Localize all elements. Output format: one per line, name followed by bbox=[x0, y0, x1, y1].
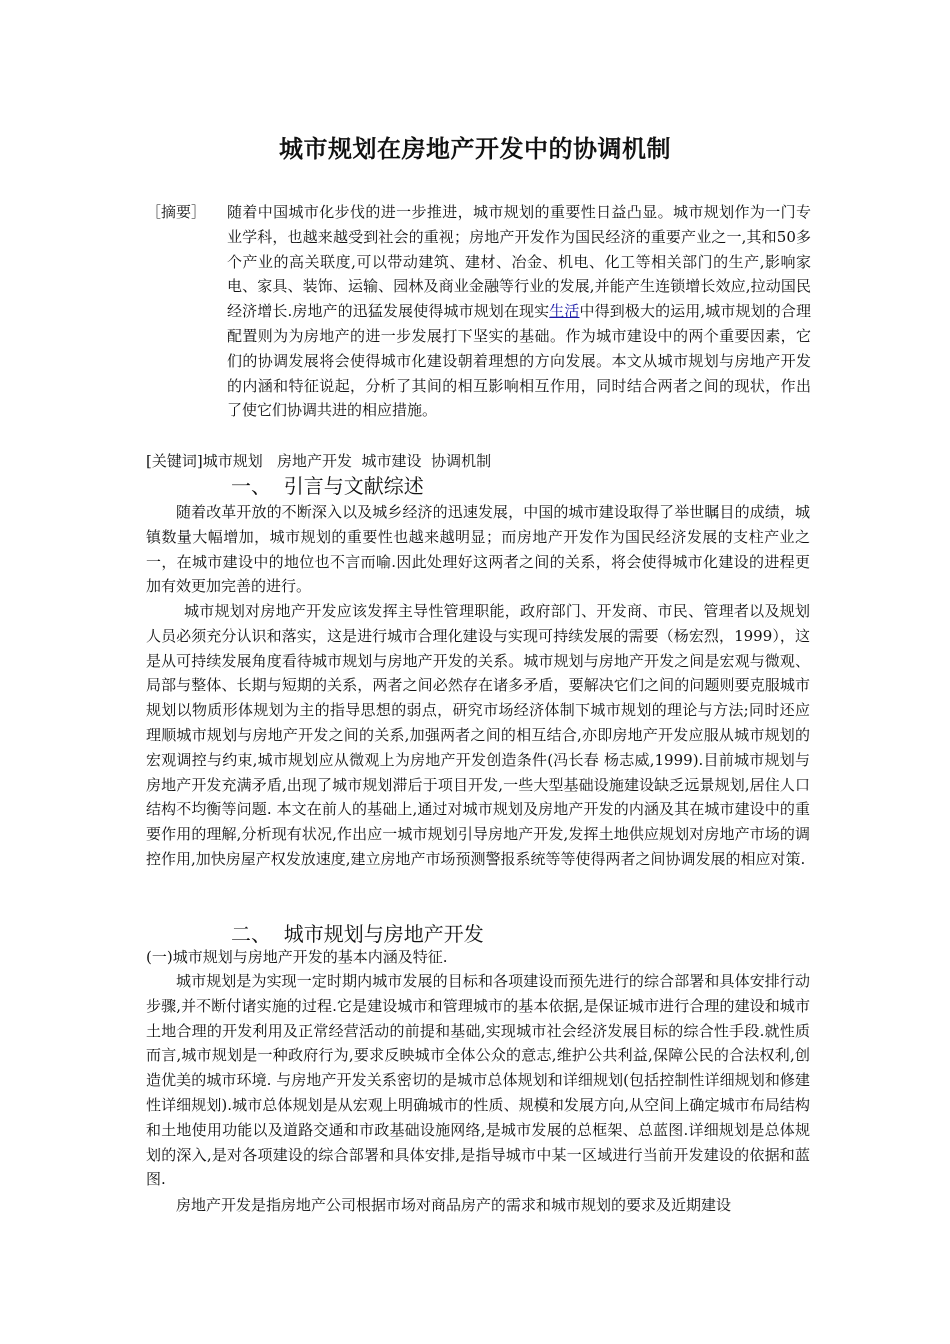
section-heading-2: 二、 城市规划与房地产开发 bbox=[231, 922, 484, 946]
section-heading-1: 一、 引言与文献综述 bbox=[231, 474, 424, 498]
section2-subheading: (一)城市规划与房地产开发的基本内涵及特征. bbox=[146, 948, 448, 966]
abstract-label: ［摘要］ bbox=[146, 203, 207, 221]
section1-paragraph-1: 随着改革开放的不断深入以及城乡经济的迅速发展，中国的城市建设取得了举世瞩目的成绩，城镇数量大幅增加，城市规划的重要性也越来越明显；而房地产开发作为国民经济发展的支柱产业之一，在城市建设中的地位也不言而喻.因此处理好这两者之间的关系，将会使得城市化建设的进程更加有效更加完善的进行。 bbox=[146, 503, 810, 596]
document-title: 城市规划在房地产开发中的协调机制 bbox=[279, 135, 671, 163]
abstract-text-part-2: 中得到极大的运用,城市规划的合理配置则为为房地产的进一步发展打下坚实的基础。作为城市建设中的两个重要因素，它们的协调发展将会使得城市化建设朝着理想的方向发展。本文从城市规划与房地产开发的内涵和特征说起，分析了其间的相互影响相互作用，同时结合两者之间的现状，作出了使它们协调共进的相应措施。 bbox=[227, 302, 811, 420]
abstract-text-part-1: 随着中国城市化步伐的进一步推进，城市规划的重要性日益凸显。城市规划作为一门专业学科，也越来越受到社会的重视；房地产开发作为国民经济的重要产业之一,其和50多个产业的高关联度,可以带动建筑、建材、冶金、机电、化工等相关部门的生产,影响家电、家具、装饰、运输、园林及商业金融等行业的发展,并能产生连锁增长效应,拉动国民经济增长.房地产的迅猛发展使得城市规划在现实 bbox=[227, 203, 811, 321]
abstract-text bbox=[227, 200, 811, 423]
keywords-line: [关键词]城市规划 房地产开发 城市建设 协调机制 bbox=[146, 452, 492, 470]
section2-paragraph-1: 城市规划是为实现一定时期内城市发展的目标和各项建设而预先进行的综合部署和具体安排行动步骤,并不断付诸实施的过程.它是建设城市和管理城市的基本依据,是保证城市进行合理的建设和城市土地合理的开发利用及正常经营活动的前提和基础,实现城市社会经济发展目标的综合性手段.就性质而言,城市规划是一种政府行为,要求反映城市全体公众的意志,维护公共利益,保障公民的合法权利,创造优美的城市环境. 与房地产开发关系密切的是城市总体规划和详细规划(包括控制性详细规划和修建性详细规划).城市总体规划是从宏观上明确城市的性质、规模和发展方向,从空间上确定城市布局结构和土地使用功能以及道路交通和市政基础设施网络,是城市发展的总框架、总蓝图.详细规划是总体规划的深入,是对各项建设的综合部署和具体安排,是指导城市中某一区域进行当前开发建设的依据和蓝图. bbox=[146, 972, 810, 1189]
section2-paragraph-2: 房地产开发是指房地产公司根据市场对商品房产的需求和城市规划的要求及近期建设 bbox=[176, 1196, 732, 1214]
section1-paragraph-2: 城市规划对房地产开发应该发挥主导性管理职能，政府部门、开发商、市民、管理者以及规划人员必须充分认识和落实，这是进行城市合理化建设与实现可持续发展的需要（杨宏烈，1999），这是从可持续发展角度看待城市规划与房地产开发的关系。城市规划与房地产开发之间是宏观与微观、局部与整体、长期与短期的关系，两者之间必然存在诸多矛盾，要解决它们之间的问题则要克服城市规划以物质形体规划为主的指导思想的弱点，研究市场经济体制下城市规划的理论与方法;同时还应理顺城市规划与房地产开发之间的关系,加强两者之间的相互结合,亦即房地产开发应服从城市规划的宏观调控与约束,城市规划应从微观上为房地产开发创造条件(冯长春 杨志威,1999).目前城市规划与房地产开发充满矛盾,出现了城市规划滞后于项目开发,一些大型基础设施建设缺乏远景规划,居住人口结构不均衡等问题. 本文在前人的基础上,通过对城市规划及房地产开发的内涵及其在城市建设中的重要作用的理解,分析现有状况,作出应一城市规划引导房地产开发,发挥土地供应规划对房地产市场的调控作用,加快房屋产权发放速度,建立房地产市场预测警报系统等等使得两者之间协调发展的相应对策. bbox=[146, 602, 810, 868]
abstract-link-shenghuo[interactable]: 生活 bbox=[549, 302, 580, 321]
